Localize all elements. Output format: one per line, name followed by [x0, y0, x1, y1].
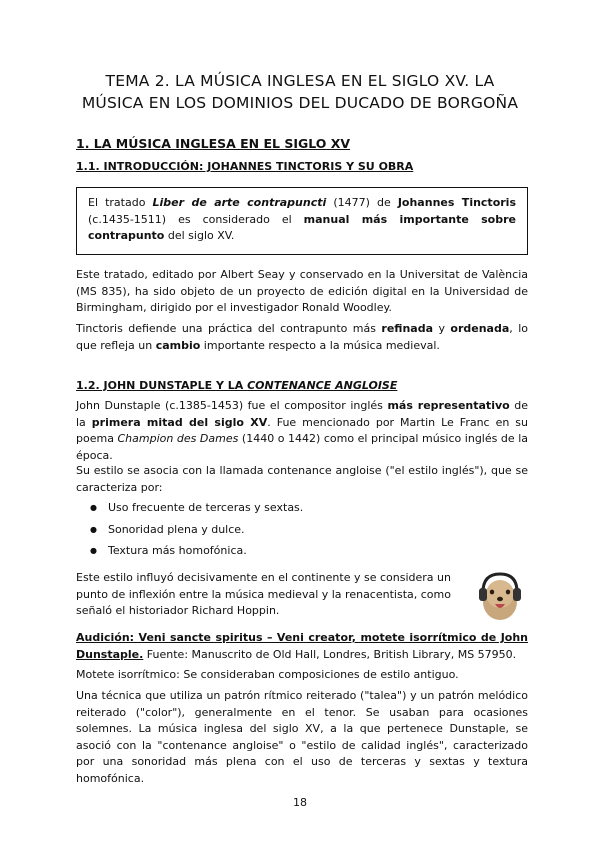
box-text: (c.1435-1511) es considerado el — [88, 212, 304, 226]
paragraph-edition: Este tratado, editado por Albert Seay y conservado en la Universitat de València (MS 835), ha sido objeto de un proyecto de edición digital en la Universidad de Birmingham, dirigido por el investigador Ronald Woodley. — [76, 268, 528, 314]
box-text: El tratado — [88, 196, 153, 209]
emphasis: más representativo — [387, 399, 510, 412]
list-item: ● Uso frecuente de terceras y sextas. — [76, 497, 303, 519]
emphasis: primera mitad del siglo XV — [91, 415, 268, 429]
box-text: (1477) de — [326, 196, 398, 209]
list-item: ● Textura más homofónica. — [76, 540, 303, 562]
paragraph-influence: Este estilo influyó decisivamente en el continente y se considera un punto de inflexión entre la música medieval y la renacentista, como señaló el historiador Richard Hoppin. — [76, 571, 451, 617]
paragraph-technique: Una técnica que utiliza un patrón rítmico reiterado ("talea") y un patrón melódico reiterado ("color"), generalmente en el tenor. Se usaban para ocasiones solemnes. La música inglesa del siglo XV, a la que pertenece Dunstaple, se asoció con la "contenance angloise" o "estilo de calidad inglés", caracterizado por una sonoridad más plena con el uso de terceras y sextas y textura homofónica. — [76, 689, 528, 785]
box-emphasis: manual más importante sobre contrapunto — [88, 212, 516, 242]
text: y — [433, 322, 451, 335]
box-text: del siglo XV. — [164, 229, 235, 242]
dog-with-headphones-icon — [470, 566, 530, 626]
text: Tinctoris defiende una práctica del contrapunto más — [76, 322, 382, 335]
subsection-heading-1-2 — [76, 379, 397, 392]
paragraph-style: Su estilo se asocia con la llamada contenance angloise ("el estilo inglés"), que se caracteriza por: — [76, 464, 528, 494]
paragraph-audicion — [76, 630, 528, 663]
heading-text: 1.2. JOHN DUNSTAPLE Y LA — [76, 379, 248, 392]
text: de la — [76, 399, 529, 429]
text: John Dunstaple (c.1385-1453) fue el compositor inglés — [76, 399, 388, 412]
emphasis: cambio — [155, 338, 201, 352]
text: . Fue mencionado por Martin Le Franc en su poema — [76, 415, 528, 445]
text: (1440 o 1442) como el principal músico inglés de la época. — [76, 432, 529, 462]
book-title: Liber de arte contrapuncti — [152, 196, 327, 209]
characteristics-list — [76, 497, 303, 562]
paragraph-motete: Motete isorrítmico: Se consideraban composiciones de estilo antiguo. — [76, 668, 459, 681]
poem-title: Champion des Dames — [117, 432, 239, 445]
subsection-heading-1-1: 1.1. INTRODUCCIÓN: JOHANNES TINCTORIS Y SU OBRA — [76, 160, 414, 173]
text: , lo que refleja un — [76, 322, 528, 352]
audicion-label: Audición: Veni sancte spiritus – Veni creator, motete isorrítmico de John Dunstaple. — [76, 631, 528, 661]
paragraph-tinctoris — [76, 321, 528, 354]
paragraph-dunstaple — [76, 398, 528, 464]
highlight-box — [76, 187, 528, 255]
title-line-2: MÚSICA EN LOS DOMINIOS DEL DUCADO DE BORGOÑA — [81, 94, 519, 112]
author-name: Johannes Tinctoris — [397, 196, 516, 209]
page-number: 18 — [293, 796, 307, 809]
audicion-source: Fuente: Manuscrito de Old Hall, Londres, British Library, MS 57950. — [143, 647, 517, 661]
list-item: ● Sonoridad plena y dulce. — [76, 519, 303, 541]
page-title — [60, 70, 540, 114]
title-line-1: TEMA 2. LA MÚSICA INGLESA EN EL SIGLO XV. LA — [105, 72, 495, 90]
section-heading-1: 1. LA MÚSICA INGLESA EN EL SIGLO XV — [76, 136, 351, 151]
text: importante respecto a la música medieval. — [200, 338, 440, 352]
emphasis: refinada — [381, 322, 434, 335]
heading-italic: CONTENANCE ANGLOISE — [247, 379, 398, 392]
emphasis: ordenada — [450, 322, 510, 335]
